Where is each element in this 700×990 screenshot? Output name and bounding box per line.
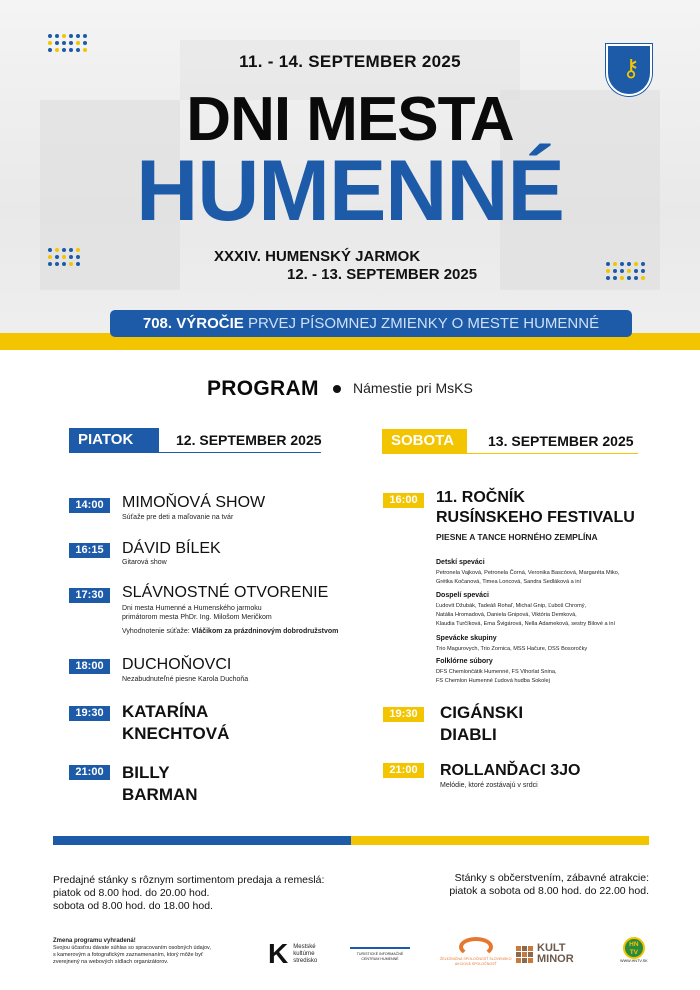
event-title-line: BARMAN [122, 785, 198, 804]
logo-line: kultúrne [293, 950, 315, 957]
decorative-dots [48, 248, 80, 266]
award-label: Vyhodnotenie súťaže: [122, 628, 190, 635]
title-line-1: DNI MESTA [186, 85, 514, 154]
swoosh-icon [459, 937, 493, 957]
section-line: Petronela Vajková, Petronela Čorná, Veronika Bascóová, Margaréta Miko, [436, 570, 620, 576]
event-time: 19:30 [69, 706, 110, 721]
divider [382, 453, 638, 454]
logo-line: Mestské [293, 943, 316, 950]
info-line: Stánky s občerstvením, zábavné atrakcie: [454, 872, 649, 884]
stalls-info [53, 874, 324, 913]
award-value: Vláčikom za prázdninovým dobrodružstvom [191, 628, 339, 635]
event-time: 21:00 [383, 763, 424, 778]
logo-text [537, 943, 574, 965]
refreshments-info [400, 872, 649, 898]
event-desc: Súťaže pre deti a maľovanie na tvár [122, 514, 234, 521]
event-desc: Gitarová show [122, 559, 167, 566]
logo-line: AKCIOVÁ SPOLOČNOSŤ [454, 962, 497, 966]
section-line: Ľudovít Džubák, Tadeáš Rohaľ, Michal Gnip, Ľuboš Chromý, [436, 603, 587, 609]
event-desc: primátorom mesta PhDr. Ing. Milošom Meričkom [122, 614, 272, 621]
section-text [436, 645, 676, 654]
event-time: 16:00 [383, 493, 424, 508]
logo-tic [350, 937, 410, 971]
event-title-line: 11. ROČNÍK [436, 489, 525, 506]
event-time: 18:00 [69, 659, 110, 674]
program-heading: PROGRAM [207, 377, 319, 400]
event-title: MIMOŇOVÁ SHOW [122, 494, 266, 511]
info-line: piatok od 8.00 hod. do 20.00 hod. [53, 887, 210, 899]
logo-text [293, 944, 317, 965]
event-time: 14:00 [69, 498, 110, 513]
section-heading: Folklórne súbory [436, 658, 493, 665]
section-heading: Detskí speváci [436, 559, 485, 566]
section-heading: Spevácke skupiny [436, 635, 497, 642]
note-line: zverejnený na webových sídlach organizátorov. [53, 959, 169, 965]
bottom-band-yellow [351, 836, 649, 845]
friday-date: 12. SEPTEMBER 2025 [176, 432, 322, 448]
coat-of-arms-icon [606, 44, 652, 96]
fair-dates: 12. - 13. SEPTEMBER 2025 [287, 266, 478, 283]
fair-name: XXXIV. HUMENSKÝ JARMOK [214, 248, 421, 265]
title-line-2: HUMENNÉ [136, 143, 564, 239]
event-title-line: BILLY [122, 763, 170, 782]
logo-text: WWW.HNTV.SK [620, 959, 648, 963]
decorative-dots [48, 34, 87, 52]
event-title: DUCHOŇOVCI [122, 656, 232, 673]
note-title: Zmena programu vyhradená! [53, 938, 136, 944]
saturday-date: 13. SEPTEMBER 2025 [488, 433, 634, 449]
section-text [436, 569, 676, 587]
section-line: Trio Magurovych, Trio Zornica, MSS Hačure, DSS Bosoročky [436, 646, 588, 652]
logo-kult-minor [516, 937, 574, 971]
logo-zsk [440, 937, 512, 971]
event-time: 21:00 [69, 765, 110, 780]
event-title-line: CIGÁNSKI [440, 703, 524, 722]
info-line: Predajné stánky s rôznym sortimentom predaja a remeslá: [53, 874, 325, 886]
event-title-line: KNECHTOVÁ [122, 724, 230, 743]
section-heading: Dospelí speváci [436, 592, 489, 599]
event-title [436, 488, 635, 528]
anniversary-number: 708. VÝROČIE [142, 315, 244, 332]
event-title-line: RUSÍNSKEHO FESTIVALU [436, 509, 635, 526]
logo-line: stredisko [293, 957, 318, 964]
section-line: Natália Hromadová, Daniela Gnipová, Viktória Demková, [436, 612, 577, 618]
mks-k-icon: K [268, 938, 289, 969]
logo-line: MINOR [537, 953, 574, 965]
section-text [436, 602, 676, 629]
logo-text [440, 957, 512, 967]
day-label-friday: PIATOK [69, 428, 159, 452]
key-icon: ⚷ [622, 55, 640, 82]
program-venue: Námestie pri MsKS [353, 380, 473, 396]
disclaimer-note [53, 938, 233, 966]
section-line: Grétka Kočanová, Timea Loncová, Sandra Sedláková a iní [436, 579, 582, 585]
info-line: sobota od 8.00 hod. do 18.00 hod. [53, 900, 213, 912]
event-title: DÁVID BÍLEK [122, 540, 221, 557]
logo-line: KULT [537, 942, 566, 954]
day-label-saturday: SOBOTA [382, 429, 467, 453]
logo-line: ŽELEZNIČNÁ SPOLOČNOSŤ SLOVENSKO [440, 957, 512, 961]
kult-grid-icon [516, 946, 533, 963]
event-subtitle: PIESNE A TANCE HORNÉHO ZEMPLÍNA [436, 532, 598, 542]
event-time: 17:30 [69, 588, 110, 603]
event-title-line: KATARÍNA [122, 702, 209, 721]
section-line: FS Chemlon Humenné Ľudová hudba Sokolej [436, 678, 550, 684]
bottom-band-blue [53, 836, 351, 845]
logo-mks [268, 937, 317, 971]
event-desc: Nezabudnuteľné piesne Karola Duchoňa [122, 676, 249, 683]
logo-text: TURISTICKÉ INFORMAČNÉ CENTRUM HUMENNÉ [350, 947, 410, 962]
festival-dates: 11. - 14. SEPTEMBER 2025 [239, 52, 461, 71]
event-desc: Dni mesta Humenné a Humenského jarmoku [122, 605, 262, 612]
event-desc [122, 627, 338, 637]
anniversary-banner [110, 310, 632, 337]
section-line: DFS Chemlončátik Humenné, FS Vihorlat Snina, [436, 669, 557, 675]
event-time: 16:15 [69, 543, 110, 558]
section-line: Klaudia Turčíková, Ema Švigárová, Nella Adameková, sestry Bilové a iní [436, 621, 616, 627]
bullet-icon [333, 385, 341, 393]
event-title [122, 701, 229, 745]
divider [69, 452, 321, 453]
note-line: s kamerovým a fotografickým zaznamenaním, ktorý môže byť [53, 952, 204, 958]
section-text [436, 668, 676, 686]
anniversary-text: PRVEJ PÍSOMNEJ ZMIENKY O MESTE HUMENNÉ [247, 315, 600, 332]
event-title: ROLLANĎACI 3JO [440, 762, 581, 779]
note-line: Svojou účasťou dávate súhlas so spracovaním osobných údajov, [53, 945, 211, 951]
hntv-badge-icon: HN TV [623, 937, 645, 959]
event-title: SLÁVNOSTNÉ OTVORENIE [122, 584, 329, 601]
info-line: piatok a sobota od 8.00 hod. do 22.00 hod. [449, 885, 649, 897]
event-title [122, 762, 198, 806]
logo-hntv [620, 937, 648, 971]
event-desc: Melódie, ktoré zostávajú v srdci [440, 782, 538, 789]
event-title [440, 702, 523, 746]
event-time: 19:30 [383, 707, 424, 722]
event-title-line: DIABLI [440, 725, 497, 744]
decorative-dots [606, 262, 645, 280]
